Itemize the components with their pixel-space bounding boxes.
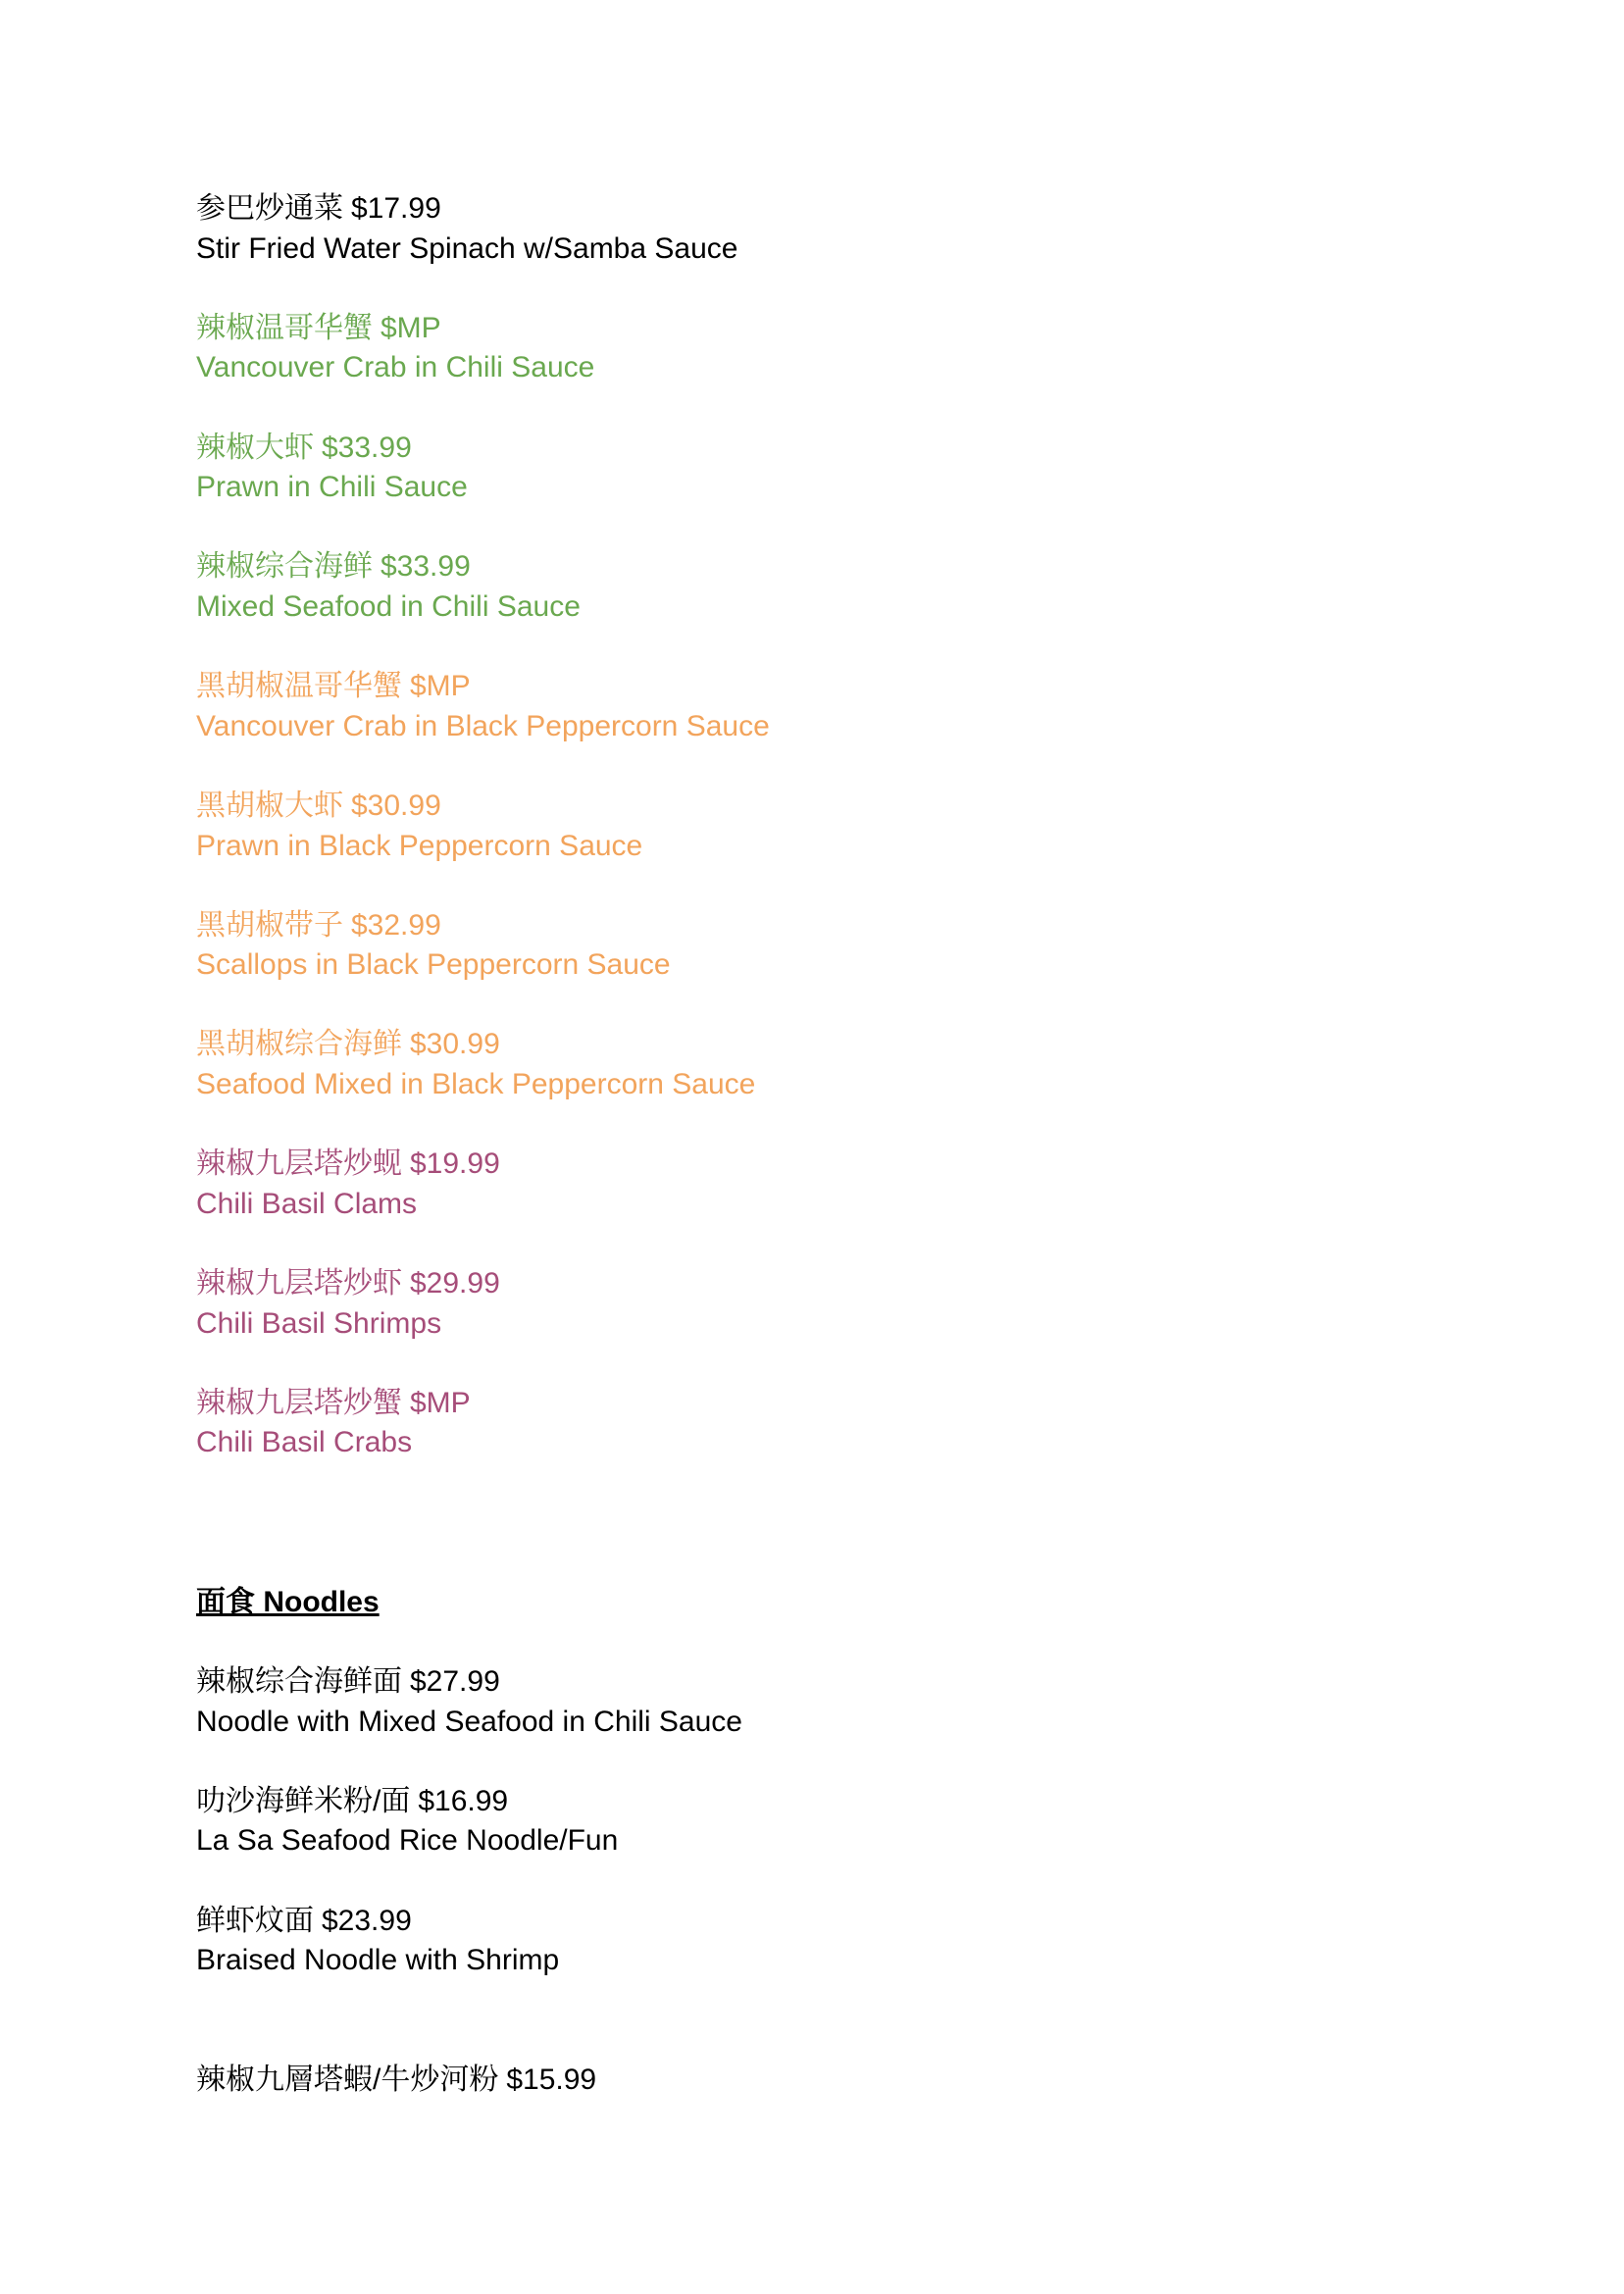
- item-name-zh-text: 辣椒九层塔炒虾: [196, 1267, 402, 1300]
- item-name-en: Mixed Seafood in Chili Sauce: [196, 589, 581, 623]
- menu-item-water-spinach: [196, 189, 1565, 269]
- item-price: $30.99: [410, 1028, 500, 1061]
- item-name-zh: [196, 429, 1565, 469]
- menu-item-chili-basil-shrimp-beef-hofun: [196, 2061, 1565, 2101]
- item-name-zh: [196, 667, 1565, 707]
- item-name-zh: [196, 1782, 1565, 1822]
- menu-item-braised-noodle-shrimp: [196, 1902, 1565, 1981]
- item-price: $MP: [410, 1386, 471, 1419]
- menu-item-scallops-peppercorn: [196, 906, 1565, 986]
- item-name-zh-text: 辣椒大虾: [196, 431, 314, 464]
- item-name-zh-text: 辣椒温哥华蟹: [196, 311, 373, 344]
- item-price: $33.99: [381, 550, 471, 584]
- item-price: $29.99: [410, 1267, 500, 1300]
- item-price: $MP: [410, 670, 471, 703]
- item-price: $17.99: [351, 192, 441, 225]
- menu-item-lasa-seafood-rice-noodle: [196, 1782, 1565, 1861]
- item-name-zh-text: 鲜虾炆面: [196, 1904, 314, 1937]
- menu-item-prawn-peppercorn: [196, 787, 1565, 866]
- item-name-zh: [196, 1384, 1565, 1424]
- menu-content: [196, 189, 1565, 2140]
- item-name-en: Stir Fried Water Spinach w/Samba Sauce: [196, 231, 738, 265]
- item-price: $27.99: [410, 1664, 500, 1698]
- item-price: $MP: [381, 311, 441, 344]
- item-name-zh-text: 辣椒九層塔蝦/牛炒河粉: [196, 2063, 499, 2096]
- item-name-zh-text: 辣椒综合海鲜面: [196, 1664, 402, 1698]
- item-name-zh-text: 辣椒九层塔炒蚬: [196, 1147, 402, 1181]
- item-price: $30.99: [351, 789, 441, 822]
- item-name-zh: [196, 1902, 1565, 1942]
- item-name-en: Seafood Mixed in Black Peppercorn Sauce: [196, 1068, 756, 1101]
- item-name-zh-text: 辣椒九层塔炒蟹: [196, 1386, 402, 1419]
- item-name-zh-text: 参巴炒通菜: [196, 192, 343, 225]
- menu-item-chili-basil-clams: [196, 1145, 1565, 1224]
- item-price: $32.99: [351, 908, 441, 942]
- item-name-en: Chili Basil Clams: [196, 1187, 418, 1220]
- item-name-en: Prawn in Chili Sauce: [196, 471, 468, 504]
- item-name-en: Scallops in Black Peppercorn Sauce: [196, 948, 671, 982]
- item-name-zh: [196, 309, 1565, 349]
- item-name-en: Vancouver Crab in Chili Sauce: [196, 351, 595, 384]
- item-name-zh: [196, 547, 1565, 587]
- item-name-zh: [196, 189, 1565, 229]
- item-name-en: Vancouver Crab in Black Peppercorn Sauce: [196, 709, 770, 742]
- menu-item-vancouver-crab-chili: [196, 309, 1565, 388]
- item-name-en: Chili Basil Shrimps: [196, 1306, 442, 1340]
- item-name-zh: [196, 1264, 1565, 1304]
- item-name-zh-text: 辣椒综合海鲜: [196, 550, 373, 584]
- item-name-en: Braised Noodle with Shrimp: [196, 1944, 560, 1977]
- item-name-zh: [196, 1025, 1565, 1065]
- item-name-zh-text: 黑胡椒温哥华蟹: [196, 670, 402, 703]
- item-name-zh: [196, 1145, 1565, 1185]
- item-name-zh: [196, 906, 1565, 946]
- item-price: $23.99: [322, 1904, 412, 1937]
- menu-item-chili-basil-shrimps: [196, 1264, 1565, 1344]
- item-price: $19.99: [410, 1147, 500, 1181]
- item-price: $33.99: [322, 431, 412, 464]
- menu-item-seafood-mixed-peppercorn: [196, 1025, 1565, 1104]
- item-name-zh-text: 黑胡椒带子: [196, 908, 343, 942]
- item-name-en: Chili Basil Crabs: [196, 1426, 413, 1459]
- item-name-zh-text: 叻沙海鲜米粉/面: [196, 1784, 411, 1817]
- item-name-zh: [196, 2061, 1565, 2101]
- menu-item-prawn-chili: [196, 429, 1565, 508]
- item-name-zh-text: 黑胡椒综合海鲜: [196, 1028, 402, 1061]
- menu-item-chili-basil-crabs: [196, 1384, 1565, 1463]
- menu-item-noodle-mixed-seafood-chili: [196, 1662, 1565, 1742]
- item-name-zh: [196, 1662, 1565, 1703]
- item-price: $15.99: [506, 2063, 597, 2096]
- item-name-en: Prawn in Black Peppercorn Sauce: [196, 829, 643, 862]
- item-name-zh-text: 黑胡椒大虾: [196, 789, 343, 822]
- item-name-en: La Sa Seafood Rice Noodle/Fun: [196, 1824, 619, 1858]
- item-name-en: Noodle with Mixed Seafood in Chili Sauce: [196, 1705, 742, 1738]
- menu-item-mixed-seafood-chili: [196, 547, 1565, 627]
- item-price: $16.99: [418, 1784, 509, 1817]
- item-name-zh: [196, 787, 1565, 827]
- menu-item-vancouver-crab-peppercorn: [196, 667, 1565, 746]
- section-header-noodles: 面食 Noodles: [196, 1585, 380, 1618]
